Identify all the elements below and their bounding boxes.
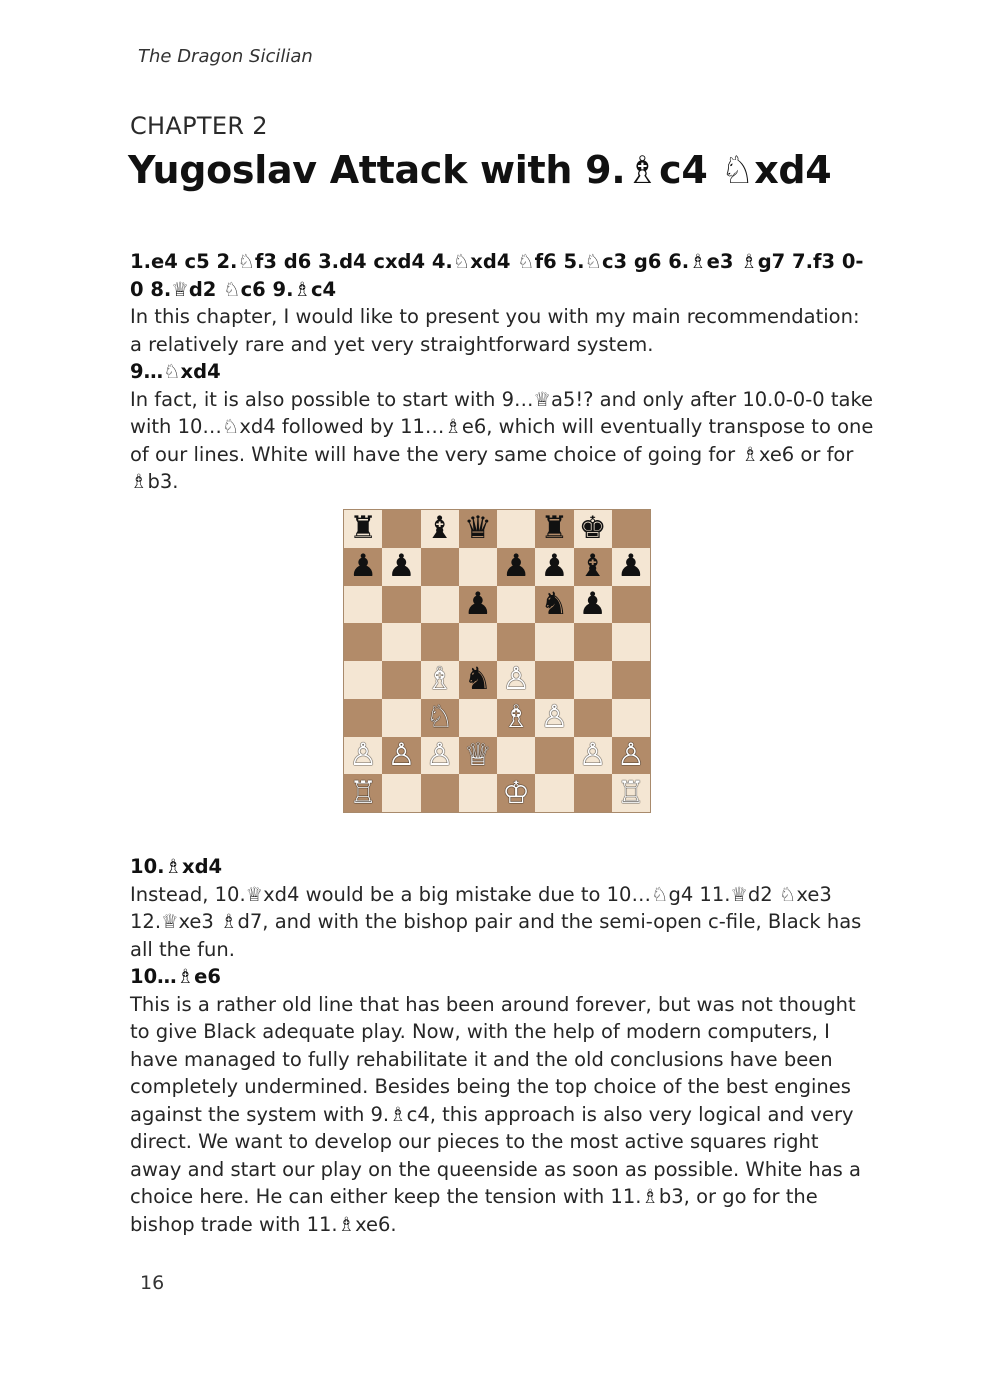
black-piece-icon: ♟ [349,548,378,585]
board-square-e2 [497,737,535,775]
board-square-f7 [535,548,573,586]
board-square-c2 [421,737,459,775]
board-square-d4 [459,661,497,699]
white-piece-icon: ♗ [425,661,454,698]
board-square-e7 [497,548,535,586]
board-square-f6 [535,586,573,624]
white-piece-icon: ♘ [425,699,454,736]
chapter-label: CHAPTER 2 [130,112,268,140]
board-square-b7 [382,548,420,586]
board-square-g2 [574,737,612,775]
white-piece-icon: ♙ [502,661,531,698]
black-piece-icon: ♜ [540,510,569,547]
white-piece-icon: ♙ [616,736,645,773]
board-square-g3 [574,699,612,737]
board-square-a6 [344,586,382,624]
board-square-e5 [497,623,535,661]
board-square-a4 [344,661,382,699]
board-square-b5 [382,623,420,661]
board-square-f2 [535,737,573,775]
white-piece-icon: ♕ [463,736,492,773]
white-piece-icon: ♙ [578,736,607,773]
board-square-b8 [382,510,420,548]
chapter-title: Yugoslav Attack with 9.♗c4 ♘xd4 [128,148,832,192]
board-square-e4 [497,661,535,699]
board-square-c7 [421,548,459,586]
section-opening-moves [130,248,875,496]
board-square-f8 [535,510,573,548]
board-square-f4 [535,661,573,699]
board-square-e8 [497,510,535,548]
black-piece-icon: ♟ [387,548,416,585]
move-10-bishop-e6: 10…♗e6 [130,965,221,988]
page-number: 16 [140,1272,165,1294]
board-square-f3 [535,699,573,737]
board-square-c1 [421,774,459,812]
board-square-f1 [535,774,573,812]
black-piece-icon: ♞ [463,661,492,698]
section-bishop-takes [130,853,875,1238]
board-square-b4 [382,661,420,699]
board-square-g5 [574,623,612,661]
board-square-d1 [459,774,497,812]
board-square-a2 [344,737,382,775]
board-square-e1 [497,774,535,812]
white-piece-icon: ♔ [502,774,531,811]
board-square-g1 [574,774,612,812]
paragraph-mistake: Instead, 10.♕xd4 would be a big mistake due to 10…♘g4 11.♕d2 ♘xe3 12.♕xe3 ♗d7, and with the bishop pair and the semi-open c-file, Black has all the fun. [130,882,862,961]
board-square-e3 [497,699,535,737]
black-piece-icon: ♟ [578,585,607,622]
board-square-d3 [459,699,497,737]
white-piece-icon: ♗ [502,699,531,736]
board-square-h6 [612,586,650,624]
board-square-g7 [574,548,612,586]
black-piece-icon: ♟ [463,585,492,622]
board-square-h2 [612,737,650,775]
black-piece-icon: ♟ [616,548,645,585]
black-piece-icon: ♟ [502,548,531,585]
board-square-h4 [612,661,650,699]
main-line-moves: 1.e4 c5 2.♘f3 d6 3.d4 cxd4 4.♘xd4 ♘f6 5.♘c3 g6 6.♗e3 ♗g7 7.f3 0-0 8.♕d2 ♘c6 9.♗c4 [130,250,864,301]
board-square-e6 [497,586,535,624]
board-square-h8 [612,510,650,548]
board-square-a7 [344,548,382,586]
paragraph-transposition: In fact, it is also possible to start with 9…♕a5!? and only after 10.0-0-0 take with 10…♘xd4 followed by 11…♗e6, which will eventually transpose to one of our lines. White will have the very same choice of going for ♗xe6 or for ♗b3. [130,387,874,493]
board-square-a5 [344,623,382,661]
running-head: The Dragon Sicilian [138,46,313,67]
white-piece-icon: ♙ [349,736,378,773]
board-square-d7 [459,548,497,586]
board-square-h7 [612,548,650,586]
white-piece-icon: ♖ [616,774,645,811]
black-piece-icon: ♝ [578,548,607,585]
paragraph-intro: In this chapter, I would like to present you with my main recommendation: a relatively rare and yet very straightforward system. [130,305,860,356]
board-square-c5 [421,623,459,661]
move-9-knight-takes-d4: 9…♘xd4 [130,360,221,383]
board-square-c4 [421,661,459,699]
board-square-h3 [612,699,650,737]
board-square-b2 [382,737,420,775]
board-square-g8 [574,510,612,548]
white-piece-icon: ♙ [425,736,454,773]
board-square-c6 [421,586,459,624]
board-square-h5 [612,623,650,661]
white-piece-icon: ♙ [540,699,569,736]
board-square-d6 [459,586,497,624]
board-square-b6 [382,586,420,624]
board-square-c8 [421,510,459,548]
black-piece-icon: ♚ [578,510,607,547]
board-square-g6 [574,586,612,624]
board-square-c3 [421,699,459,737]
board-square-a8 [344,510,382,548]
board-square-d5 [459,623,497,661]
board-square-d2 [459,737,497,775]
black-piece-icon: ♞ [540,585,569,622]
chess-diagram [343,509,651,813]
black-piece-icon: ♜ [349,510,378,547]
board-square-g4 [574,661,612,699]
black-piece-icon: ♛ [463,510,492,547]
white-piece-icon: ♖ [349,774,378,811]
board-square-b3 [382,699,420,737]
board-square-a1 [344,774,382,812]
black-piece-icon: ♟ [540,548,569,585]
move-10-bishop-takes-d4: 10.♗xd4 [130,855,223,878]
board-square-b1 [382,774,420,812]
board-square-d8 [459,510,497,548]
black-piece-icon: ♝ [425,510,454,547]
board-square-a3 [344,699,382,737]
board-square-h1 [612,774,650,812]
board-square-f5 [535,623,573,661]
paragraph-old-line: This is a rather old line that has been around forever, but was not thought to give Black adequate play. Now, with the help of modern computers, I have managed to fully rehabilitate it and the old conclusions have been completely undermined. Besides being the top choice of the best engines against the system with 9.♗c4, this approach is also very logical and very direct. We want to develop our pieces to the most active squares right away and start our play on the queenside as soon as possible. White has a choice here. He can either keep the tension with 11.♗b3, or go for the bishop trade with 11.♗xe6. [130,992,861,1236]
white-piece-icon: ♙ [387,736,416,773]
